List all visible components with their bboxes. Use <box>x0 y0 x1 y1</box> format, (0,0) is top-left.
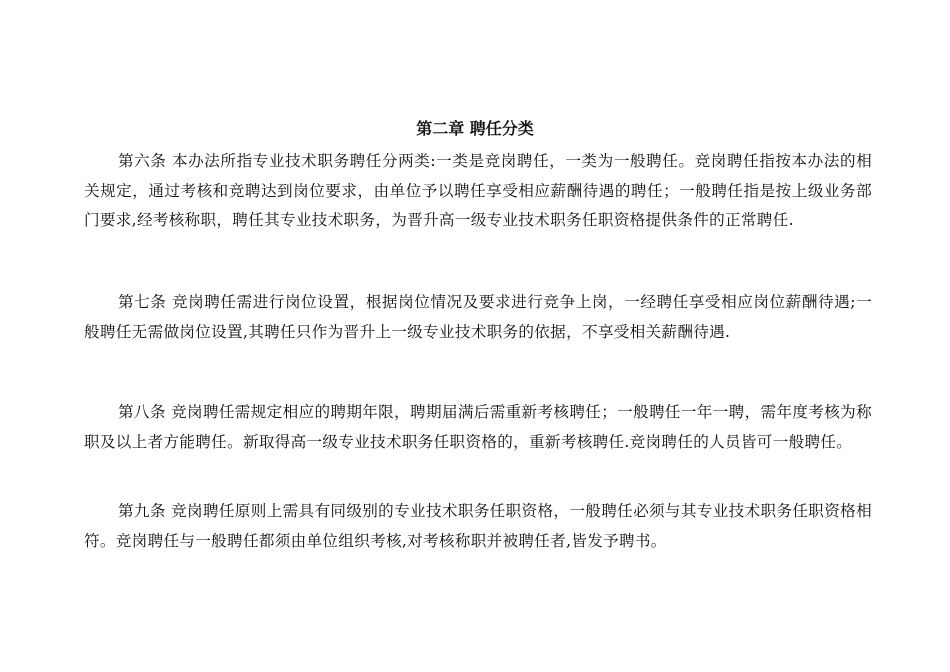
article-6: 第六条 本办法所指专业技术职务聘任分两类:一类是竞岗聘任，一类为一般聘任。竞岗聘任指按本办法的相关规定，通过考核和竞聘达到岗位要求，由单位予以聘任享受相应薪酬待遇的聘任；一般聘任指是按上级业务部门要求,经考核称职，聘任其专业技术职务，为晋升高一级专业技术职务任职资格提供条件的正常聘任. <box>84 152 872 229</box>
article-9: 第九条 竞岗聘任原则上需具有同级别的专业技术职务任职资格，一般聘任必须与其专业技术职务任职资格相符。竞岗聘任与一般聘任都须由单位组织考核,对考核称职并被聘任者,皆发予聘书。 <box>84 502 872 550</box>
article-7: 第七条 竞岗聘任需进行岗位设置，根据岗位情况及要求进行竞争上岗，一经聘任享受相应岗位薪酬待遇;一般聘任无需做岗位设置,其聘任只作为晋升上一级专业技术职务的依据，不享受相关薪酬待遇. <box>84 293 872 341</box>
chapter-title: 第二章 聘任分类 <box>416 119 534 138</box>
article-8: 第八条 竞岗聘任需规定相应的聘期年限，聘期届满后需重新考核聘任；一般聘任一年一聘，需年度考核为称职及以上者方能聘任。新取得高一级专业技术职务任职资格的，重新考核聘任.竞岗聘任的人员皆可一般聘任。 <box>84 403 872 451</box>
